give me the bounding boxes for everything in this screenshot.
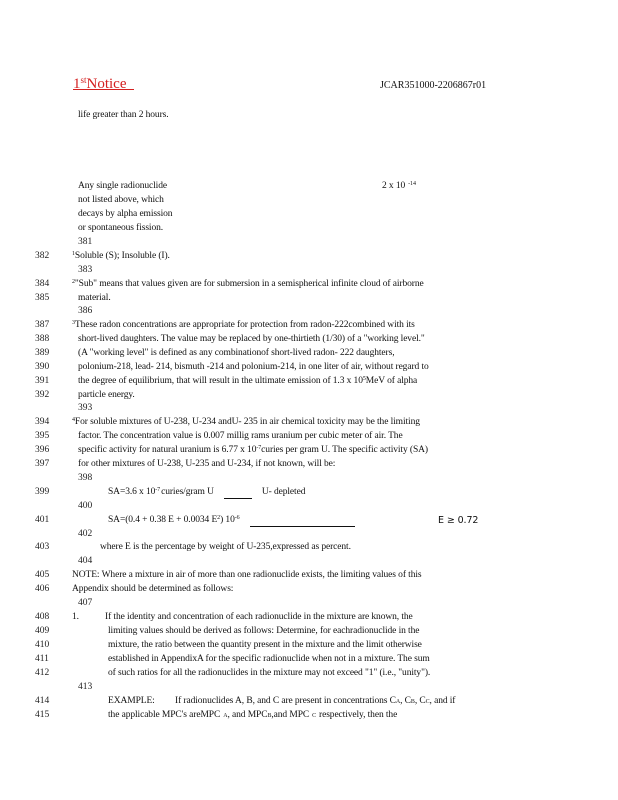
line-number: 391	[35, 376, 50, 386]
line-number: 407	[78, 598, 93, 608]
line-number: 383	[78, 265, 93, 275]
line-number: 387	[35, 320, 50, 330]
item-line: limiting values should be derived as follows: Determine, for eachradionuclide in the	[108, 626, 420, 636]
formula-enriched: SA=(0.4 + 0.38 E + 0.0034 $E^2$) $10^{-6}$	[108, 515, 355, 527]
footnote-4: $^4$For soluble mixtures of U-238, U-234 andU- 235 in air chemical toxicity may be the limiting	[72, 417, 420, 427]
example-line: the applicable MPC's areMPC A, and MPCB,and MPC C respectively, then the	[108, 710, 398, 720]
formula-depleted: SA=3.6 x $10^{-7}curies$/gram U U- depleted	[108, 487, 306, 497]
table-row-value: 2 x 10 $^{-14}$	[382, 181, 416, 191]
line-number: 411	[35, 654, 49, 664]
formula-condition: E ≥ 0.72	[438, 515, 479, 526]
example-line: If radionuclides A, B, and C are present in concentrations CA, CB, CC, and if	[175, 696, 456, 706]
footnote-3: $^3$These radon concentrations are appropriate for protection from radon-222combined with its	[72, 320, 415, 330]
table-row-line: decays by alpha emission	[78, 209, 173, 219]
line-number: 401	[35, 515, 50, 525]
line-number: 414	[35, 696, 50, 706]
line-number: 408	[35, 612, 50, 622]
line-number: 397	[35, 459, 50, 469]
note-line: Appendix should be determined as follows:	[72, 584, 234, 594]
line-number: 413	[78, 682, 93, 692]
footnote-3-line: polonium-218, lead- 214, bismuth -214 and polonium-214, in one liter of air, without regard to	[78, 362, 429, 372]
line-number: 415	[35, 710, 50, 720]
line-number: 396	[35, 445, 50, 455]
line-number: 394	[35, 417, 50, 427]
table-row-line: not listed above, which	[78, 195, 164, 205]
item-line: If the identity and concentration of each radionuclide in the mixture are known, the	[105, 612, 413, 622]
footnote-3-line: short-lived daughters. The value may be replaced by one-thirtieth (1/30) of a "working level."	[78, 334, 425, 344]
line-number: 409	[35, 626, 50, 636]
document-id: JCAR351000-2206867r01	[380, 80, 487, 91]
line-number: 385	[35, 293, 50, 303]
line-number: 382	[35, 251, 50, 261]
line-number: 393	[78, 403, 93, 413]
line-number: 395	[35, 431, 50, 441]
item-line: established in AppendixA for the specific radionuclide when not in a mixture. The sum	[108, 654, 430, 664]
notice-word: Notice	[86, 76, 127, 92]
table-row-line: Any single radionuclide	[78, 181, 167, 191]
footnote-3-line: particle energy.	[78, 390, 135, 400]
item-line: mixture, the ratio between the quantity present in the mixture and the limit otherwise	[108, 640, 422, 650]
item-line: of such ratios for all the radionuclides in the mixture may not exceed "1" (i.e., "unity").	[108, 668, 431, 678]
top-text: life greater than 2 hours.	[78, 110, 169, 120]
notice-heading	[73, 76, 134, 93]
footnote-4-line: for other mixtures of U-238, U-235 and U-234, if not known, will be:	[78, 459, 336, 469]
footnote-1: $^1$Soluble (S); Insoluble (I).	[72, 251, 170, 261]
footnote-4-line: specific activity for natural uranium is 6.77 x $10^{-7}curies$ per gram U. The specific activity (SA)	[78, 445, 428, 455]
line-number: 398	[78, 473, 93, 483]
line-number: 406	[35, 584, 50, 594]
line-number: 381	[78, 237, 93, 247]
line-number: 403	[35, 542, 50, 552]
line-number: 399	[35, 487, 50, 497]
line-number: 402	[78, 529, 93, 539]
footnote-4-line: factor. The concentration value is 0.007 millig rams uranium per cubic meter of air. The	[78, 431, 403, 441]
where-text: where E is the percentage by weight of U-235,expressed as percent.	[100, 542, 351, 552]
notice-number: 1	[73, 76, 81, 92]
note-line: NOTE: Where a mixture in air of more than one radionuclide exists, the limiting values of this	[72, 570, 422, 580]
line-number: 404	[78, 556, 93, 566]
line-number: 392	[35, 390, 50, 400]
line-number: 400	[78, 501, 93, 511]
item-number: 1.	[72, 612, 79, 622]
notice-superscript: st	[80, 75, 87, 85]
line-number: 388	[35, 334, 50, 344]
line-number: 389	[35, 348, 50, 358]
footnote-2-cont: material.	[78, 293, 111, 303]
example-label: EXAMPLE:	[108, 696, 155, 706]
line-number: 412	[35, 668, 50, 678]
footnote-3-line: the degree of equilibrium, that will result in the ultimate emission of 1.3 x $10^5MeV$ of alpha	[78, 376, 418, 386]
line-number: 405	[35, 570, 50, 580]
line-number: 390	[35, 362, 50, 372]
line-number: 384	[35, 279, 50, 289]
footnote-3-line: (A "working level" is defined as any combinationof short-lived radon- 222 daughters,	[78, 348, 395, 358]
line-number: 410	[35, 640, 50, 650]
footnote-2: $^2$"Sub" means that values given are for submersion in a semispherical infinite cloud of airborne	[72, 279, 424, 289]
line-number: 386	[78, 306, 93, 316]
table-row-line: or spontaneous fission.	[78, 223, 164, 233]
